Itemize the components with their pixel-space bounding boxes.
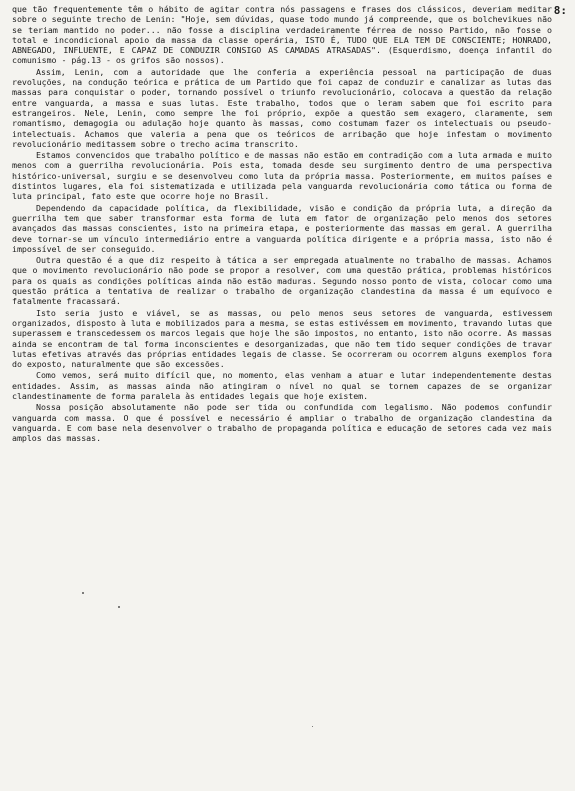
paragraph-2: Assim, Lenin, com a autoridade que lhe conferia a experiência pessoal na participação de duas revoluções, na condução teórica e prática de um Partido que foi capaz de conduzir e canalizar as lutas das massas para conquistar o poder, tornando possível o triunfo revolucionário, colocava a questão da relação entre vanguarda, a massa e suas lutas. Este trabalho, todos que o leram sabem que foi escrito para estrangeiros. Nele, Lenin, como sempre lhe foi próprio, expõe a questão sem exagero, claramente, sem romantismo, demagogia ou adulação hoje quanto às massas, como costumam fazer os intelectuais ou pseudo-intelectuais. Achamos que valeria a pena que os teóricos de arribação que hoje infestam o movimento revolucionário meditassem sobre o trecho acima transcrito. — [12, 66, 552, 149]
document-body — [12, 4, 552, 443]
paragraph-7: Como vemos, será muito difícil que, no momento, elas venham a atuar e lutar independentemente destas entidades. Assim, as massas ainda não atingiram o nível no qual se tornem capazes de se organizar clandestinamente de forma paralela às entidades legais que hoje existem. — [12, 370, 552, 401]
paragraph-6: Isto seria justo e viável, se as massas, ou pelo menos seus setores de vanguarda, estivessem organizados, disposto à luta e mobilizados para a mesma, se estas estivéssem em movimento, travando lutas que superassem e transcedessem os marcos legais que hoje lhe são impostos, no entanto, isto não ocorre. As massas ainda se encontram de tal forma inconscientes e desorganizadas, que não tem tido sequer condições de travar lutas efetivas através das próprias entidades legais de classe. Se ocorreram ou ocorrem alguns exemplos fora do exposto, naturalmente que são excessões. — [12, 307, 552, 370]
paragraph-8: Nossa posição absolutamente não pode ser tida ou confundida com legalismo. Não podemos confundir vanguarda com massa. O que é possível e necessário é ampliar o trabalho de organização clandestina da vanguarda. E com base nela desenvolver o trabalho de propaganda política e educação de setores cada vez mais amplos das massas. — [12, 402, 552, 444]
ink-speck — [312, 726, 313, 727]
paragraph-3: Estamos convencidos que trabalho político e de massas não estão em contradição com a luta armada e muito menos com a guerrilha revolucionária. Pois esta, tomada desde seu surgimento dentro de uma perspectiva histórico-universal, surgiu e se desenvolveu como luta da própria massa. Posteriormente, em muitos países e distintos lugares, ela foi sistematizada e utilizada pela vanguarda revolucionária como tática ou forma de luta principal, fato este que ocorre hoje no Brasil. — [12, 150, 552, 202]
ink-speck — [118, 606, 120, 608]
paragraph-5: Outra questão é a que diz respeito à tática a ser empregada atualmente no trabalho de massas. Achamos que o movimento revolucionário não pode se propor a resolver, com uma questão prática, problemas históricos para os quais as condições políticas ainda não estão maduras. Segundo nosso ponto de vista, colocar como uma questão prática a tentativa de realizar o trabalho de organização clandestina da massa é um equívoco e fatalmente fracassará. — [12, 255, 552, 307]
paragraph-1: que tão frequentemente têm o hábito de agitar contra nós passagens e frases dos clássicos, deveriam meditar sobre o seguinte trecho de Lenin: "Hoje, sem dúvidas, quase todo mundo já compreende, que os bolchevikues não se teriam mantido no poder... não fosse a disciplina verdadeiramente férrea de nosso Partido, não fosse o total e incondicional apoio da massa da classe operária, ISTO É, TUDO QUE ELA TEM DE CONSCIENTE; HONRADO, ABNEGADO, INFLUENTE, E CAPAZ DE CONDUZIR CONSIGO AS CAMADAS ATRASADAS". (Esquerdismo, doença infantil do comunismo - pág.13 - os grifos são nossos). — [12, 4, 552, 66]
page-number: 8: — [553, 4, 567, 17]
paragraph-4: Dependendo da capacidade política, da flexibilidade, visão e condição da própria luta, a direção da guerrilha tem que saber transformar esta forma de luta em fator de organização pelo menos dos setores avançados das massas conscientes, isto na primeira etapa, e posteriormente das massas em geral. A guerrilha deve tornar-se um vínculo intermediário entre a vanguarda política dirigente e a própria massa, isto não é impossível de ser conseguido. — [12, 202, 552, 254]
ink-speck — [82, 592, 84, 594]
